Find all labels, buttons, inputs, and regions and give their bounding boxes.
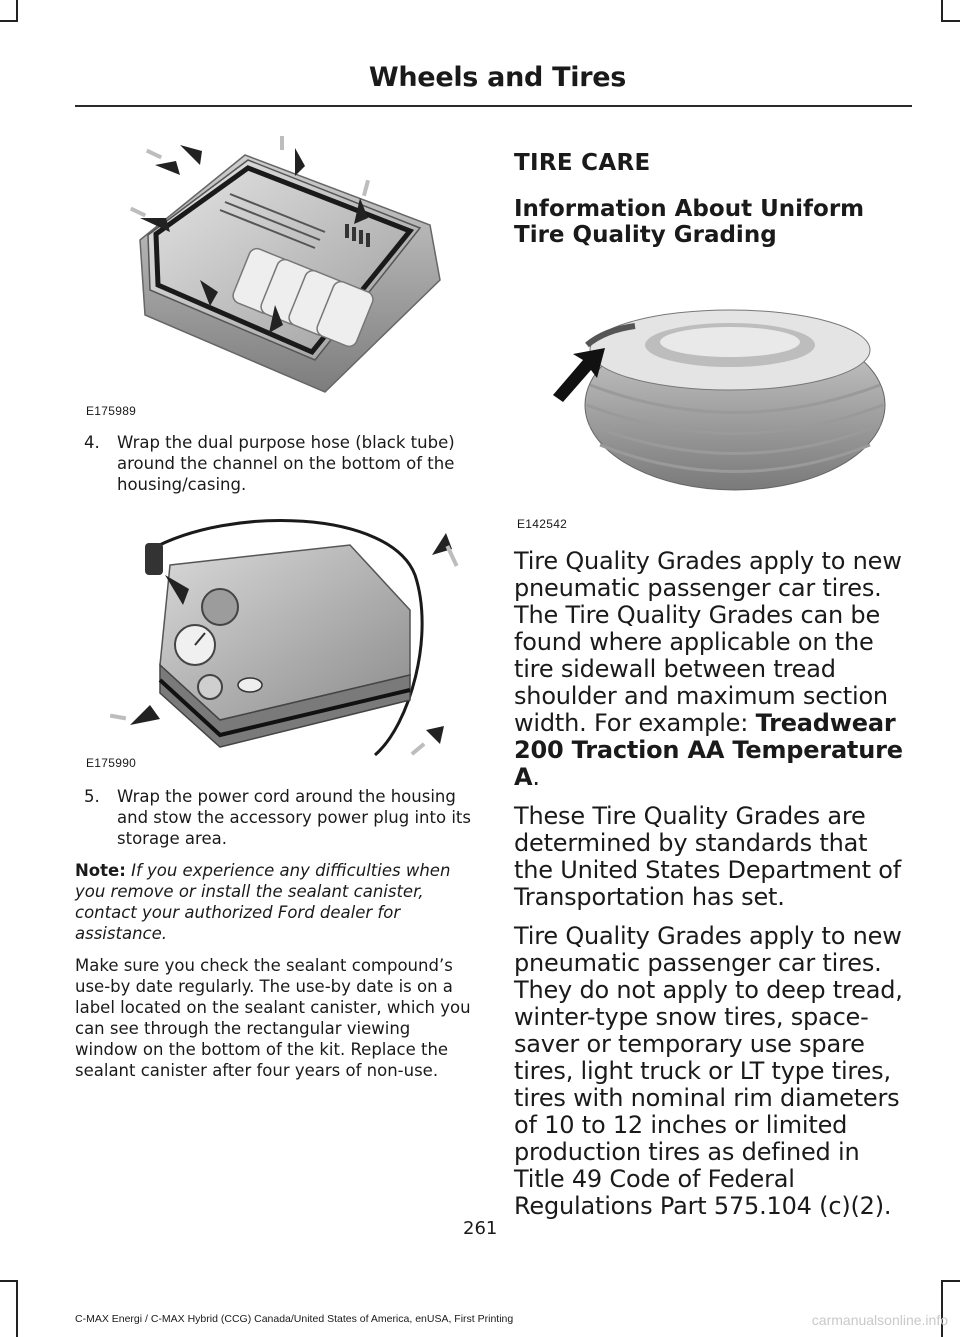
step-number: 5. <box>84 787 100 806</box>
tire-illustration <box>545 290 890 510</box>
crop-mark-top-right-v <box>941 0 943 22</box>
crop-mark-bottom-right-v <box>941 1280 943 1337</box>
tire-grades-text: Tire Quality Grades apply to new pneumatic passenger car tires. The Tire Quality Grades can be found where applicable on the tire sidewall between tread shoulder and maximum section width. For example: <box>514 547 902 737</box>
hose-wrap-illustration <box>110 515 480 765</box>
step-number: 4. <box>84 433 100 452</box>
sealant-paragraph: Make sure you check the sealant compound’s use-by date regularly. The use-by date is on a label located on the sealant canister, which you can see through the rectangular viewing window on the bottom of the kit. Replace the sealant canister after four years of non-use. <box>75 956 471 1080</box>
step-text: Wrap the power cord around the housing and stow the accessory power plug into its storage area. <box>117 787 471 848</box>
figure-canister-bottom <box>120 130 460 420</box>
figure-tire <box>545 290 890 510</box>
crop-mark-bottom-left-h <box>0 1280 18 1282</box>
figure-label-e142542: E142542 <box>517 517 568 531</box>
figure-label-e175990: E175990 <box>86 756 137 770</box>
crop-mark-top-left-h <box>0 20 18 22</box>
watermark: carmanualsonline.info <box>811 1312 948 1328</box>
tire-grades-example: Treadwear 200 Traction AA Temperature A <box>514 709 903 791</box>
note-text: If you experience any difficulties when you remove or install the sealant canister, contact your authorized Ford dealer for assistance. <box>75 861 451 943</box>
step-4 <box>75 432 475 495</box>
exclusions-paragraph: Tire Quality Grades apply to new pneumatic passenger car tires. They do not apply to deep tread, winter-type snow tires, space-saver or temporary use spare tires, light truck or LT type tires, tires with nominal rim diameters of 10 to 12 inches or limited production tires as defined in Title 49 Code of Federal Regulations Part 575.104 (c)(2). <box>514 922 903 1220</box>
crop-mark-bottom-right-h <box>941 1280 960 1282</box>
note <box>75 860 475 944</box>
figure-hose-wrap <box>110 515 480 765</box>
crop-mark-bottom-left-v <box>16 1280 18 1337</box>
crop-mark-top-left-v <box>16 0 18 22</box>
page-number: 261 <box>463 1218 498 1239</box>
canister-bottom-illustration <box>120 130 460 420</box>
tire-grades-paragraph <box>514 548 908 791</box>
header-divider <box>75 105 912 107</box>
standards-paragraph: These Tire Quality Grades are determined by standards that the United States Department of Transportation has set. <box>514 802 901 911</box>
figure-label-e175989: E175989 <box>86 404 137 418</box>
footer-text: C-MAX Energi / C-MAX Hybrid (CCG) Canada/United States of America, enUSA, First Printing <box>75 1313 514 1325</box>
page-title: Wheels and Tires <box>368 62 626 93</box>
crop-mark-top-right-h <box>941 20 960 22</box>
note-label: Note: <box>75 861 126 880</box>
subheading: Information About Uniform Tire Quality Grading <box>514 196 865 248</box>
step-5 <box>75 786 475 849</box>
section-heading: TIRE CARE <box>514 150 651 176</box>
tire-grades-end: . <box>532 763 540 791</box>
step-text: Wrap the dual purpose hose (black tube) around the channel on the bottom of the housing/casing. <box>117 433 455 494</box>
